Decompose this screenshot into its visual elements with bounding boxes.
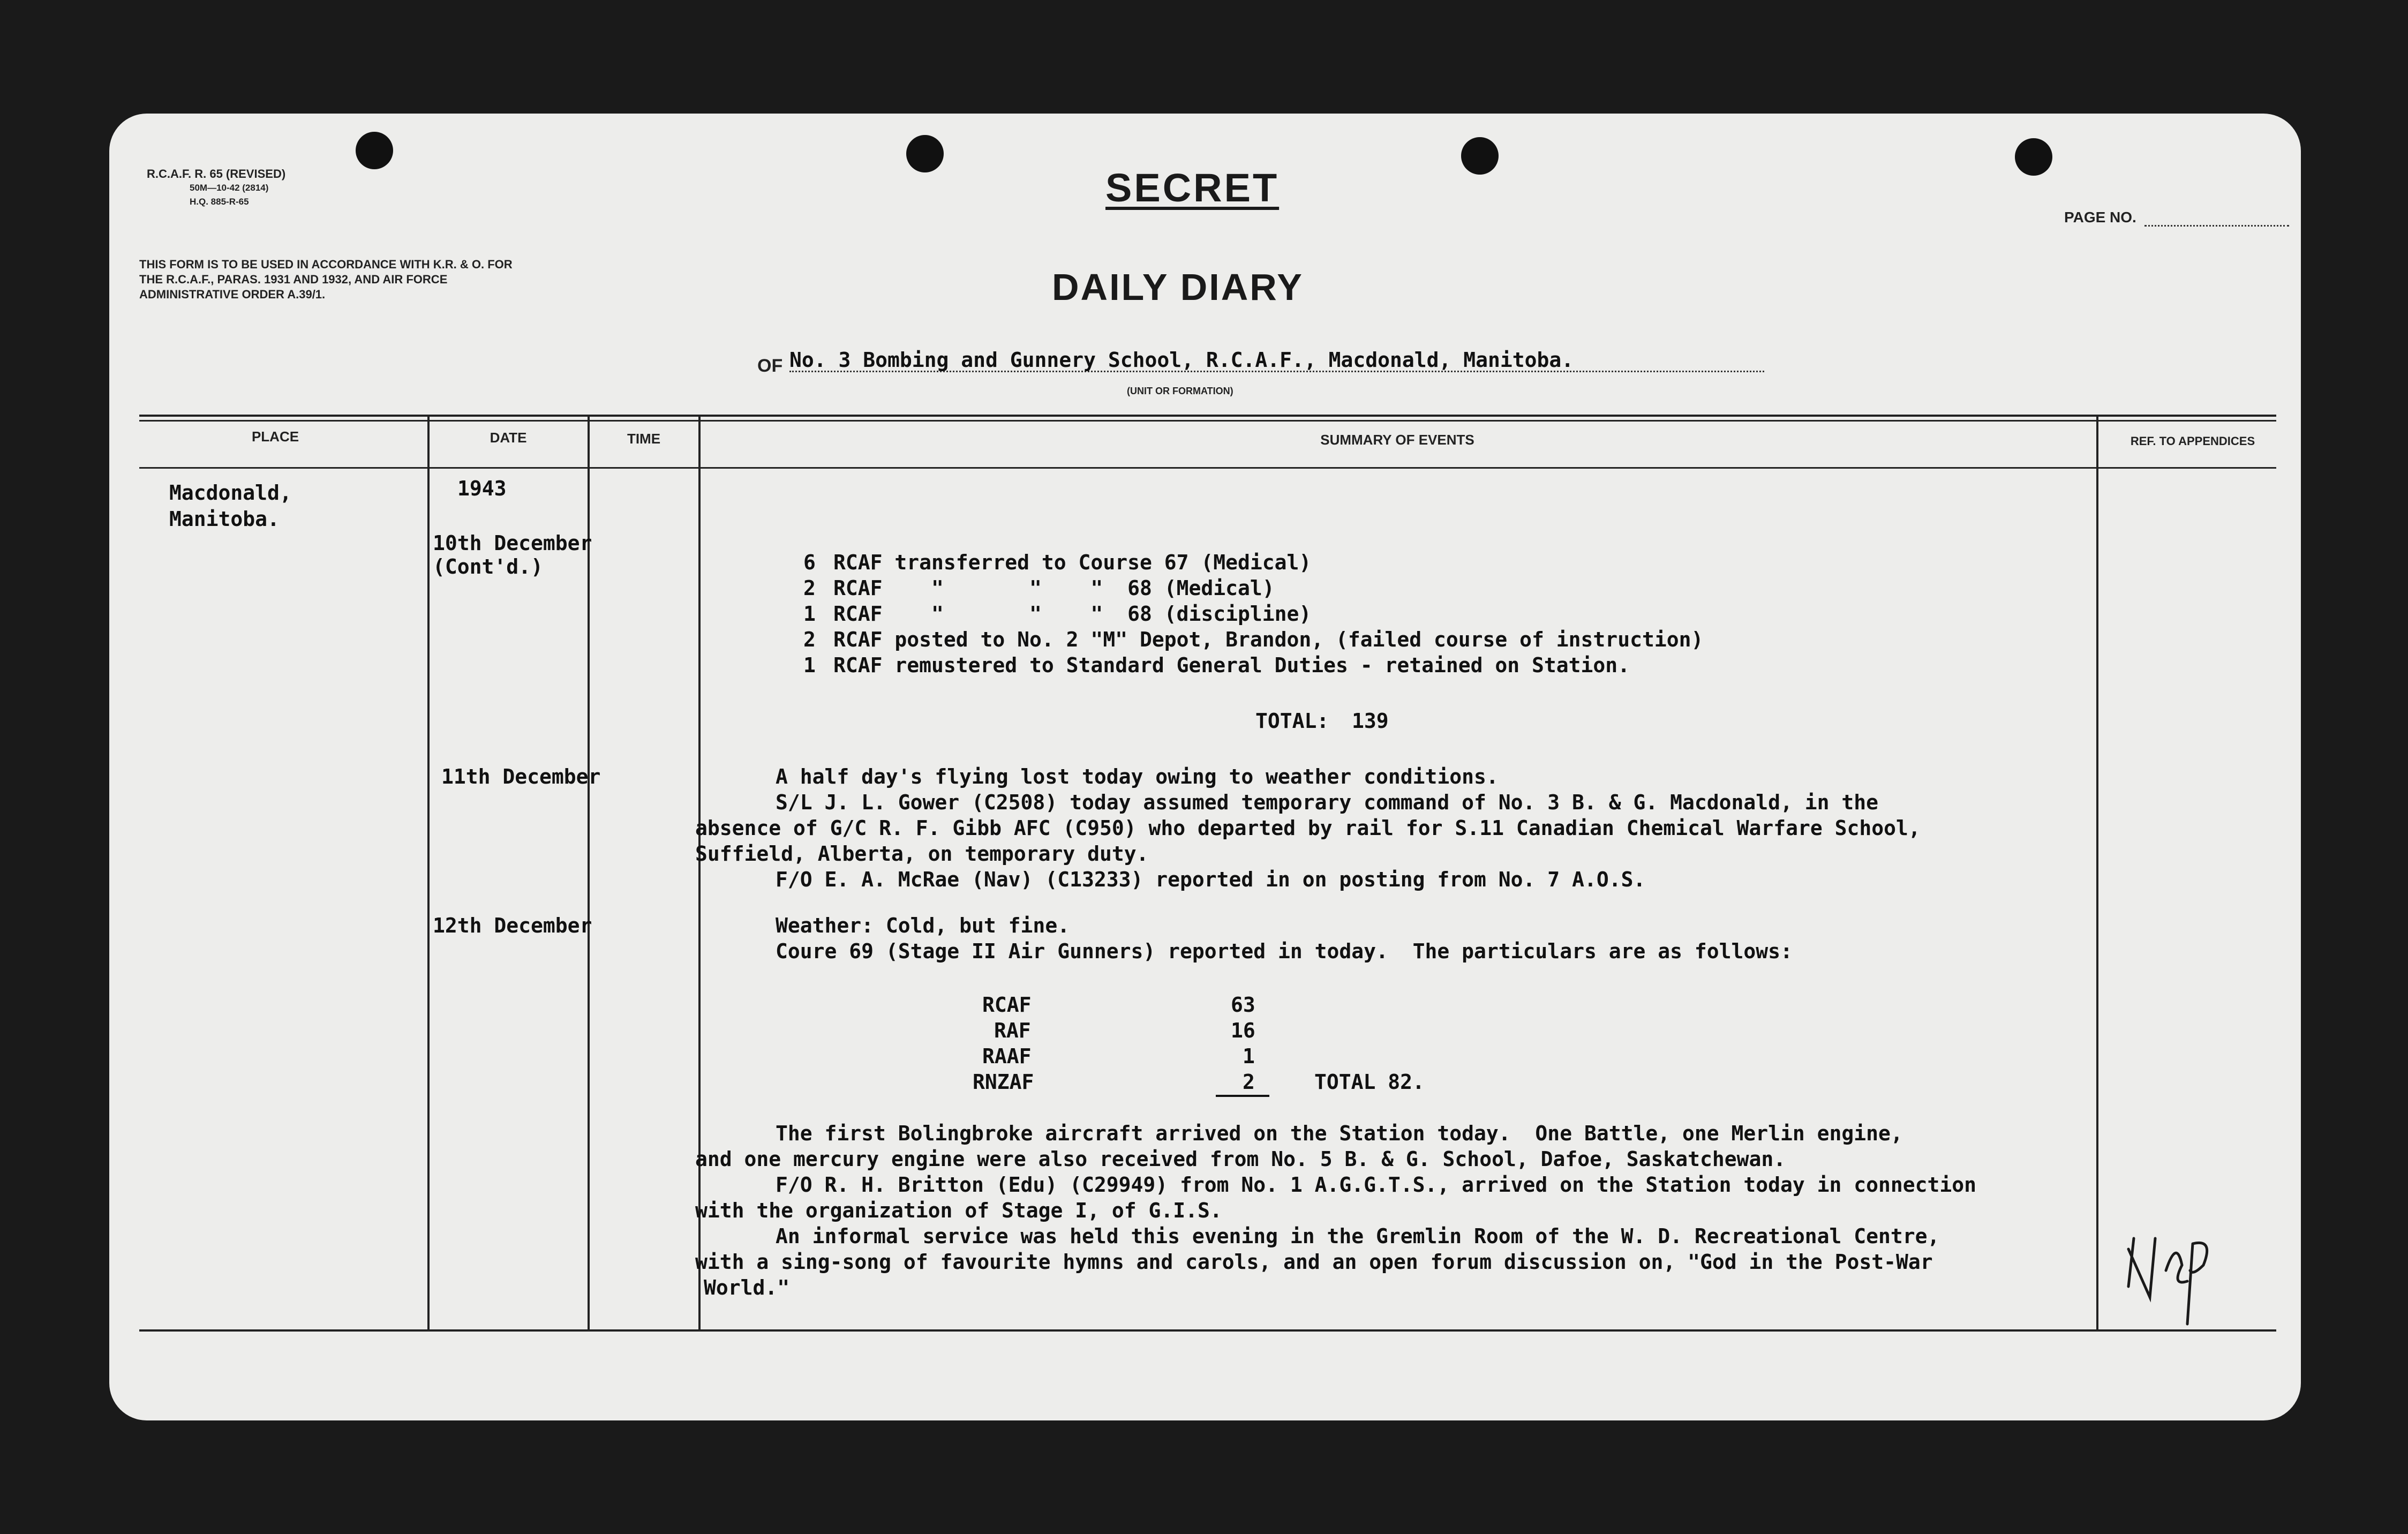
table-top-rule	[139, 415, 2276, 417]
diary-line: Weather: Cold, but fine.	[776, 914, 1070, 937]
total-value: 139	[1352, 709, 1389, 733]
total-label: TOTAL:	[1255, 709, 1329, 733]
gunner-count: 2	[1243, 1070, 1255, 1094]
column-header-place: PLACE	[251, 428, 299, 445]
punch-hole	[906, 135, 944, 172]
column-header-time: TIME	[627, 431, 661, 447]
transfer-count: 2	[803, 576, 816, 600]
form-id-line: H.Q. 885-R-65	[190, 197, 249, 207]
transfer-count: 2	[803, 628, 816, 651]
transfer-text: RCAF " " " 68 (discipline)	[833, 602, 1312, 626]
diary-line: S/L J. L. Gower (C2508) today assumed temporary command of No. 3 B. & G. Macdonald, in the	[776, 791, 1879, 814]
transfer-text: RCAF posted to No. 2 "M" Depot, Brandon, (failed course of instruction)	[833, 628, 1704, 651]
diary-line: F/O R. H. Britton (Edu) (C29949) from No. 1 A.G.G.T.S., arrived on the Station today in connection	[776, 1173, 1977, 1197]
of-label: OF	[757, 356, 783, 376]
gunner-force: RCAF	[982, 993, 1032, 1017]
gunner-force: RAF	[994, 1019, 1031, 1042]
diary-line: F/O E. A. McRae (Nav) (C13233) reported in on posting from No. 7 A.O.S.	[776, 868, 1646, 891]
transfer-count: 1	[803, 602, 816, 626]
diary-line: The first Bolingbroke aircraft arrived on the Station today. One Battle, one Merlin engine,	[776, 1122, 1903, 1145]
form-identifier	[147, 167, 285, 209]
transfer-text: RCAF transferred to Course 67 (Medical)	[833, 551, 1312, 574]
header-rule	[139, 467, 2276, 469]
page-number-label: PAGE NO.	[2064, 209, 2136, 225]
gunners-total: TOTAL 82.	[1314, 1070, 1425, 1094]
form-usage-note: THIS FORM IS TO BE USED IN ACCORDANCE WITH K.R. & O. FOR THE R.C.A.F., PARAS. 1931 AND 1932, AND AIR FORCE ADMINISTRATIVE ORDER A.39/1.	[139, 258, 513, 301]
classification-heading: SECRET	[1105, 166, 1280, 210]
page-title: DAILY DIARY	[1052, 266, 1304, 308]
unit-caption: (UNIT OR FORMATION)	[1127, 386, 1233, 396]
diary-line: A half day's flying lost today owing to weather conditions.	[776, 765, 1499, 788]
place-line: Manitoba.	[169, 507, 280, 531]
column-divider	[698, 417, 701, 1332]
diary-line: with the organization of Stage I, of G.I.S.	[695, 1199, 1222, 1222]
punch-hole	[1461, 137, 1499, 175]
column-divider	[427, 417, 430, 1332]
year: 1943	[457, 477, 507, 500]
form-id-line: R.C.A.F. R. 65 (REVISED)	[147, 167, 286, 181]
gunner-force: RAAF	[982, 1044, 1032, 1068]
date-entry: (Cont'd.)	[433, 555, 543, 578]
diary-line: and one mercury engine were also received from No. 5 B. & G. School, Dafoe, Saskatchewan.	[695, 1147, 1786, 1171]
column-header-ref: REF. TO APPENDICES	[2130, 434, 2255, 448]
transfer-text: RCAF " " " 68 (Medical)	[833, 576, 1275, 600]
gunner-force: RNZAF	[973, 1070, 1034, 1094]
transfer-text: RCAF remustered to Standard General Duties - retained on Station.	[833, 653, 1630, 677]
transfer-count: 1	[803, 653, 816, 677]
date-entry: 11th December	[441, 765, 601, 788]
column-header-summary: SUMMARY OF EVENTS	[1320, 432, 1474, 448]
form-id-line: 50M—10-42 (2814)	[190, 183, 269, 193]
column-divider	[2096, 417, 2098, 1332]
transfer-count: 6	[803, 551, 816, 574]
diary-line: An informal service was held this evening in the Gremlin Room of the W. D. Recreational Centre,	[776, 1224, 1940, 1248]
page-number-field	[2144, 225, 2289, 227]
punch-hole	[356, 132, 393, 169]
diary-line: absence of G/C R. F. Gibb AFC (C950) who departed by rail for S.11 Canadian Chemical Warfare School,	[695, 816, 1921, 840]
unit-name: No. 3 Bombing and Gunnery School, R.C.A.F., Macdonald, Manitoba.	[789, 348, 1764, 372]
gunner-count: 1	[1243, 1044, 1255, 1068]
diary-line: with a sing-song of favourite hymns and carols, and an open forum discussion on, "God in the Post-War	[695, 1250, 1933, 1274]
table-top-rule	[139, 420, 2276, 422]
column-header-date: DATE	[490, 430, 527, 446]
diary-form	[109, 114, 2301, 1420]
gunner-count: 63	[1231, 993, 1255, 1017]
sum-underline	[1216, 1095, 1269, 1097]
table-bottom-rule	[139, 1329, 2276, 1332]
diary-line: Coure 69 (Stage II Air Gunners) reported in today. The particulars are as follows:	[776, 939, 1793, 963]
punch-hole	[2015, 138, 2052, 176]
place-line: Macdonald,	[169, 481, 292, 505]
date-entry: 10th December	[433, 531, 592, 555]
gunner-count: 16	[1231, 1019, 1255, 1042]
diary-line: Suffield, Alberta, on temporary duty.	[695, 842, 1149, 866]
diary-line: World."	[704, 1276, 790, 1299]
handwritten-initials	[2112, 1206, 2219, 1335]
date-entry: 12th December	[433, 914, 592, 937]
